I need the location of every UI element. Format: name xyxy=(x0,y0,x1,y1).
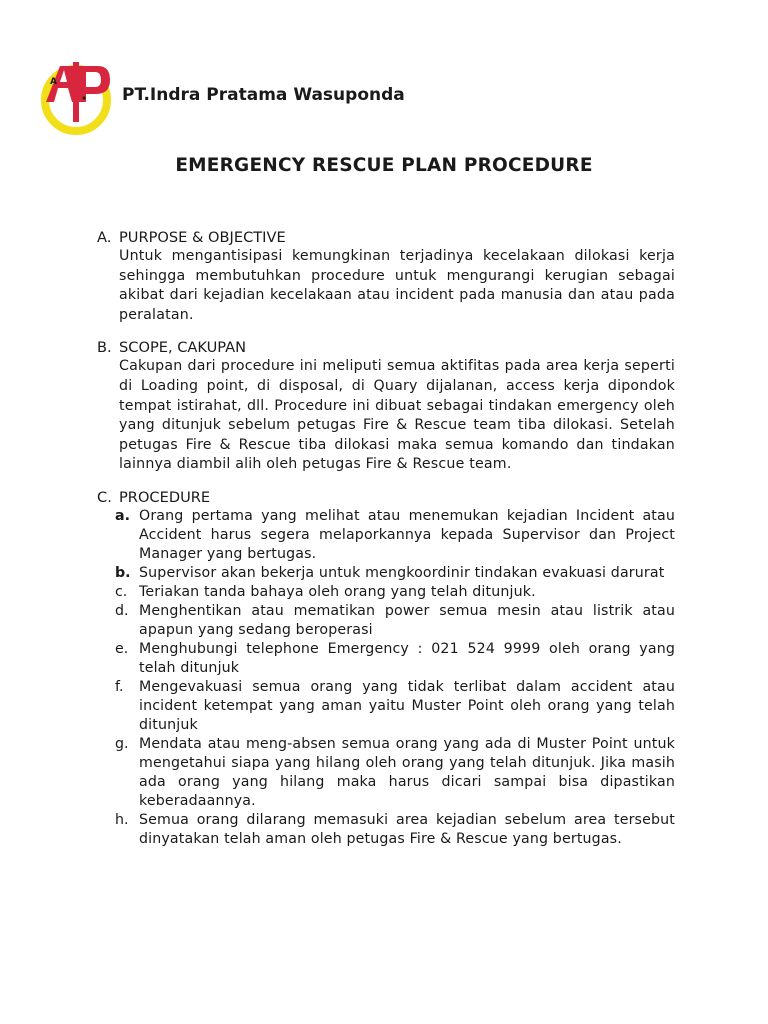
item-text: Teriakan tanda bahaya oleh orang yang telah ditunjuk. xyxy=(139,583,536,600)
item-text: Semua orang dilarang memasuki area kejadian sebelum area tersebut dinyatakan telah aman oleh petugas Fire & Rescue yang bertugas. xyxy=(139,811,675,847)
item-letter: f. xyxy=(115,678,124,695)
section-letter: B. xyxy=(97,339,112,357)
list-item xyxy=(115,564,675,583)
procedure-list xyxy=(115,507,675,849)
document-title: EMERGENCY RESCUE PLAN PROCEDURE xyxy=(175,155,593,176)
list-item xyxy=(115,811,675,849)
item-text: Orang pertama yang melihat atau menemukan kejadian Incident atau Accident harus segera melaporkannya kepada Supervisor dan Project Manager yang bertugas. xyxy=(139,507,675,562)
item-letter: e. xyxy=(115,640,129,657)
section-paragraph: Untuk mengantisipasi kemungkinan terjadinya kecelakaan dilokasi kerja sehingga membutuhkan procedure untuk mengurangi kerugian sebagai akibat dari kejadian kecelakaan atau incident pada manusia dan atau pada peralatan. xyxy=(119,248,675,323)
item-text: Menghubungi telephone Emergency : 021 524 9999 oleh orang yang telah ditunjuk xyxy=(139,640,675,676)
section-heading xyxy=(97,339,675,357)
section-procedure xyxy=(97,489,675,849)
item-text: Mengevakuasi semua orang yang tidak terlibat dalam accident atau incident ketempat yang aman yaitu Muster Point oleh orang yang telah ditunjuk xyxy=(139,678,675,733)
item-letter: a. xyxy=(115,507,130,524)
item-text: Supervisor akan bekerja untuk mengkoordinir tindakan evakuasi darurat xyxy=(139,564,665,581)
item-letter: b. xyxy=(115,564,131,581)
list-item xyxy=(115,735,675,811)
item-text: Menghentikan atau mematikan power semua mesin atau listrik atau apapun yang sedang beroperasi xyxy=(139,602,675,638)
section-letter: C. xyxy=(97,488,112,506)
list-item xyxy=(115,583,675,602)
section-title: PURPOSE & OBJECTIVE xyxy=(119,229,286,246)
svg-text:A: A xyxy=(50,77,57,87)
item-letter: d. xyxy=(115,602,129,619)
section-scope xyxy=(97,339,675,475)
item-letter: g. xyxy=(115,735,129,752)
item-letter: c. xyxy=(115,583,128,600)
section-title: PROCEDURE xyxy=(119,488,211,506)
section-purpose xyxy=(97,229,675,325)
section-heading xyxy=(97,229,675,247)
company-name: PT.Indra Pratama Wasuponda xyxy=(122,85,405,105)
section-heading xyxy=(97,489,675,507)
section-title: SCOPE, CAKUPAN xyxy=(119,339,247,357)
list-item xyxy=(115,602,675,640)
company-logo xyxy=(40,60,112,138)
list-item xyxy=(115,507,675,564)
section-paragraph: Cakupan dari procedure ini meliputi semua aktifitas pada area kerja seperti di Loading point, di disposal, di Quary dijalanan, access kerja dipondok tempat istirahat, dll. Procedure ini dibuat sebagai tindakan emergency oleh yang ditunjuk sebelum petugas Fire & Rescue team tiba dilokasi. Setelah petugas Fire & Rescue tiba dilokasi maka semua komando dan tindakan lainnya diambil alih oleh petugas Fire & Rescue team. xyxy=(119,358,675,473)
item-text: Mendata atau meng-absen semua orang yang ada di Muster Point untuk mengetahui siapa yang hilang oleh orang yang telah ditunjuk. Jika masih ada orang yang hilang maka harus dicari sampai bisa dipastikan keberadaannya. xyxy=(139,735,675,809)
item-letter: h. xyxy=(115,811,129,828)
document-header xyxy=(40,60,440,140)
list-item xyxy=(115,678,675,735)
document-body xyxy=(97,229,675,863)
section-letter: A. xyxy=(97,229,112,246)
list-item xyxy=(115,640,675,678)
